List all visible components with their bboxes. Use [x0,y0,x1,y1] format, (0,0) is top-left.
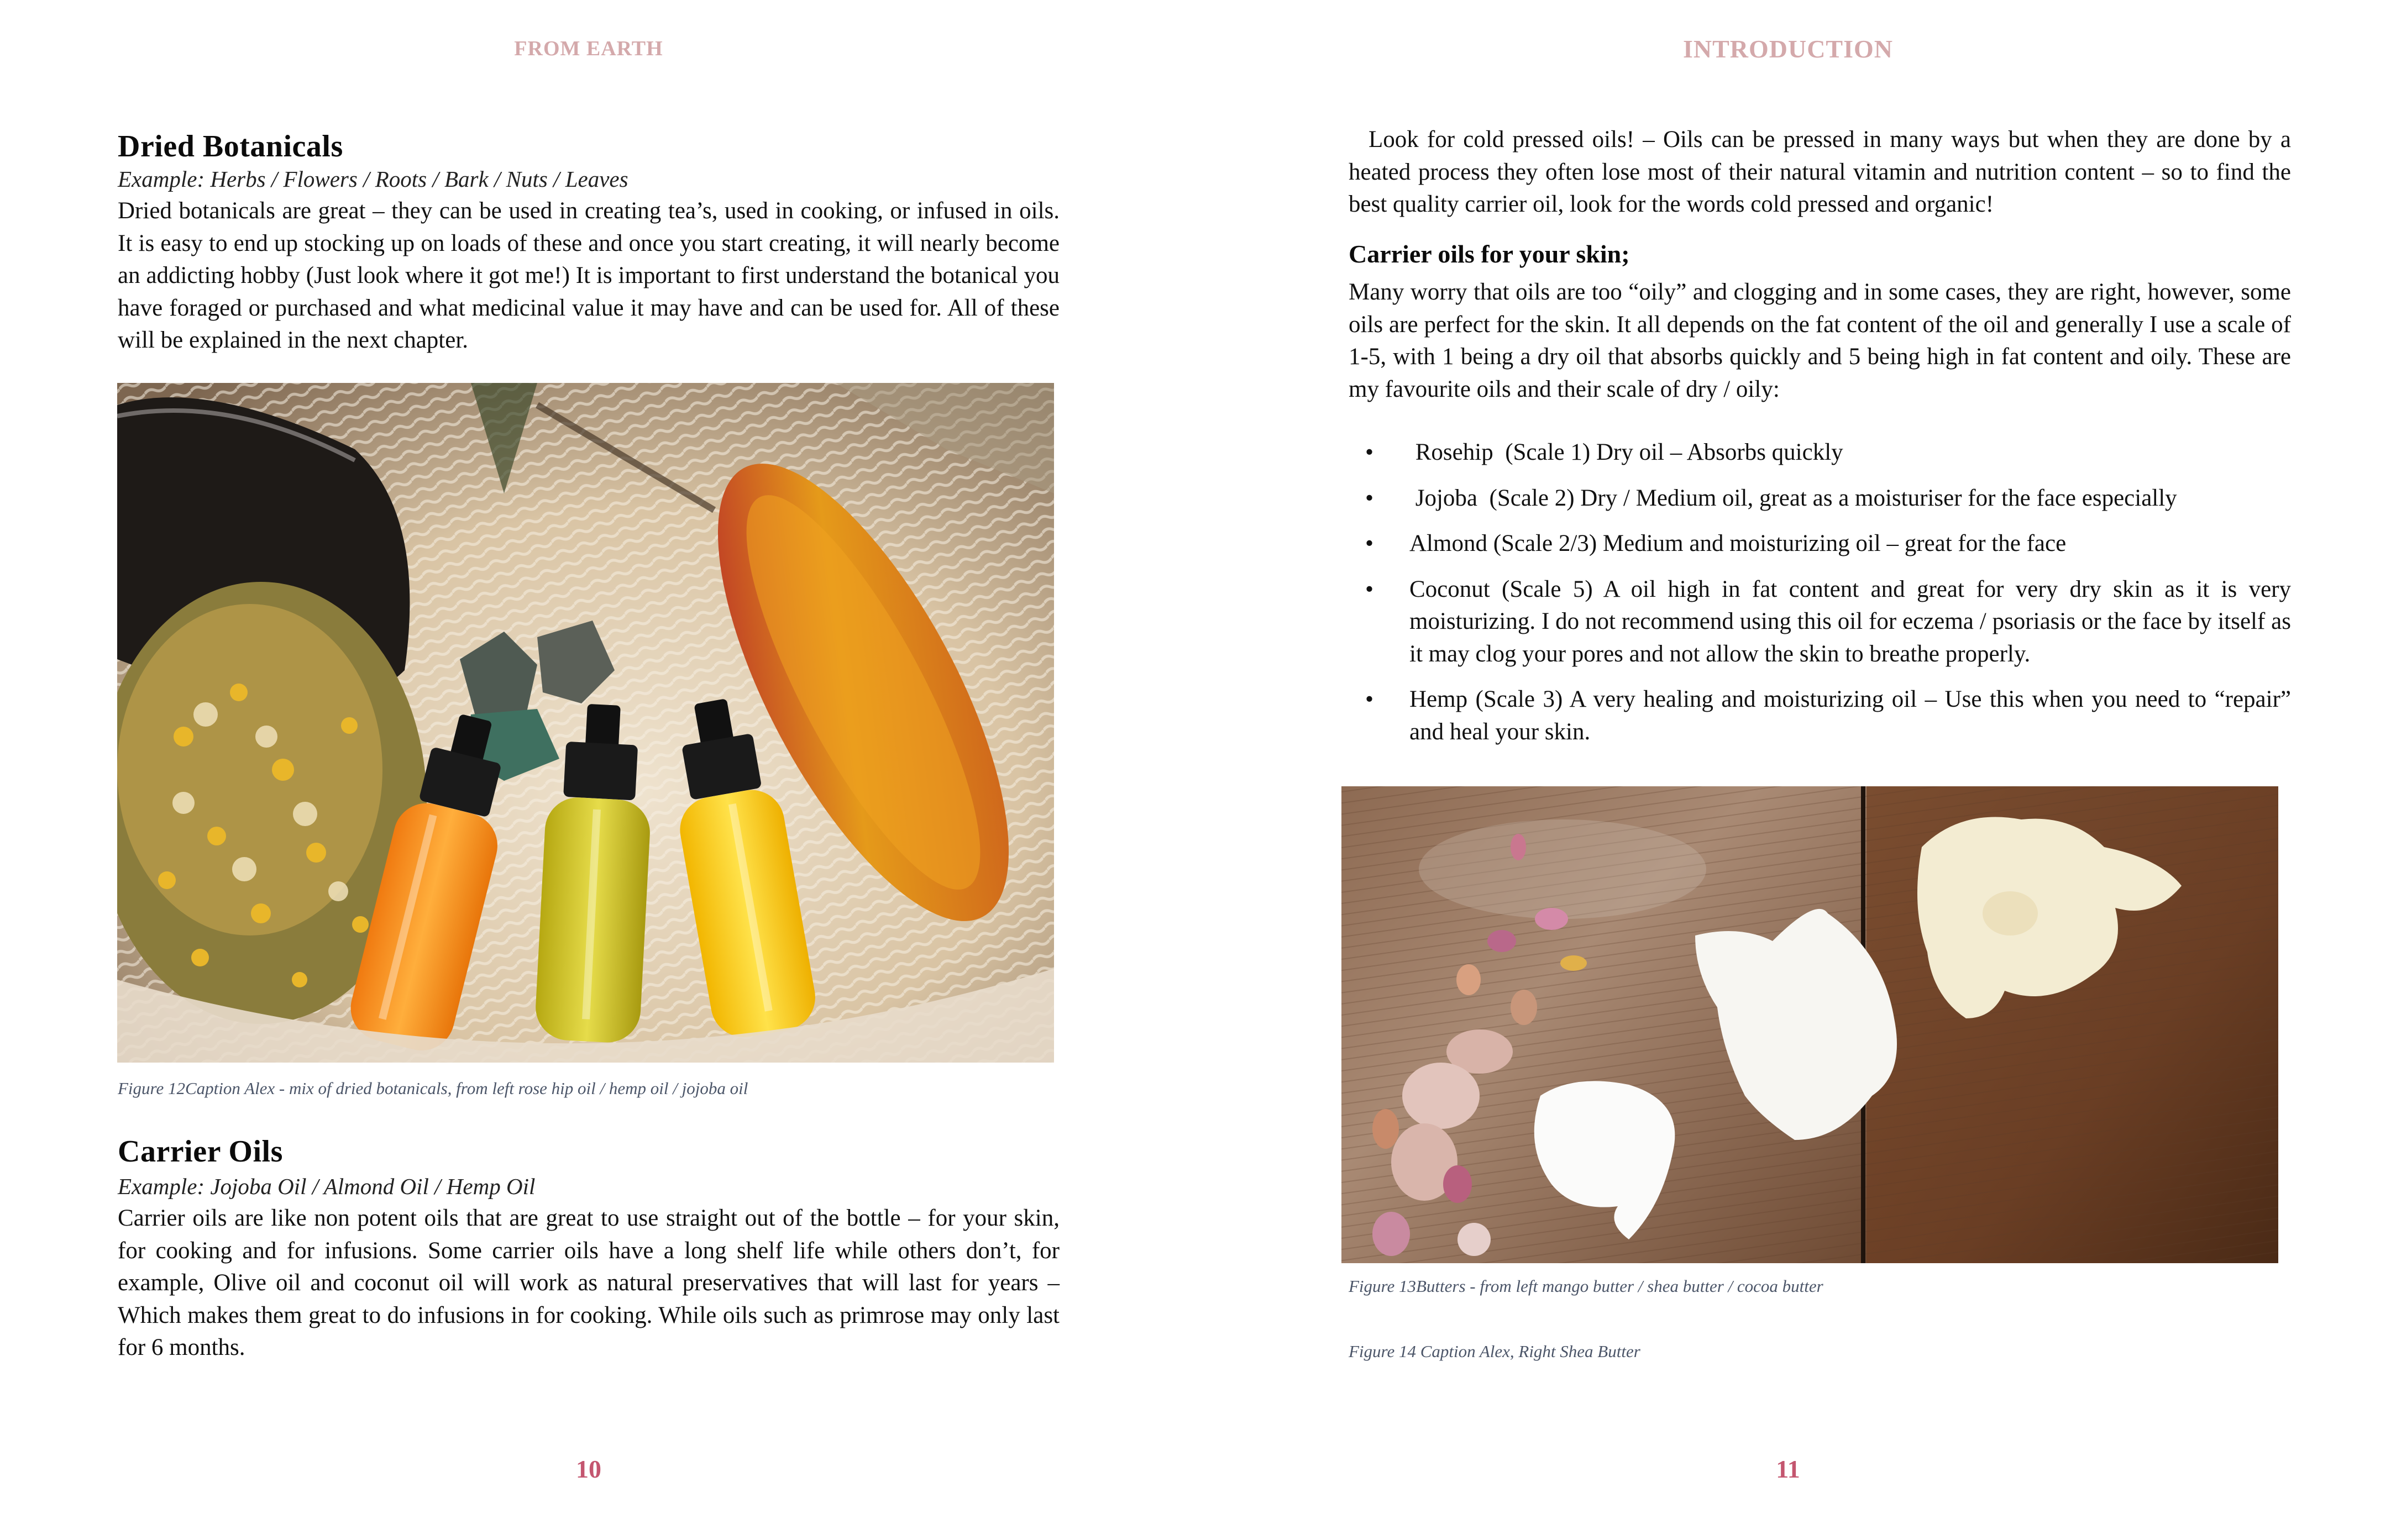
list-item [1349,482,2291,515]
section-heading: Carrier Oils [118,1134,283,1169]
oil-entry-almond: Almond (Scale 2/3) Medium and moisturizing oil – great for the face [1409,530,2067,556]
butters-photo [1341,786,2278,1263]
section-body: Dried botanicals are great – they can be used in creating tea’s, used in cooking, or infused in oils. It is easy to end up stocking up on loads of these and once you start creating, it will nearly become an addicting hobby (Just look where it got me!) It is important to first understand the botanical you have foraged or purchased and what medicinal value it may have and can be used for. All of these will be explained in the next chapter. [118,198,1060,353]
section-body: Carrier oils are like non potent oils that are great to use straight out of the bottle – for your skin, for cooking and for infusions. Some carrier oils have a long shelf life while others don’t, for example, Olive oil and coconut oil will work as natural preservatives that will last for years – Which makes them great to do infusions in for cooking. While oils such as primrose may only last for 6 months. [118,1205,1060,1360]
section-dried-botanicals [118,129,1060,357]
bullet-icon: • [1365,576,1374,602]
section-heading: Dried Botanicals [118,129,343,164]
figure-12-caption: Figure 12Caption Alex - mix of dried botanicals, from left rose hip oil / hemp oil / jojoba oil [118,1079,748,1098]
subsection-heading: Carrier oils for your skin; [1349,240,1630,268]
page-number: 10 [576,1455,601,1483]
section-example: Example: Herbs / Flowers / Roots / Bark / Nuts / Leaves [118,166,628,192]
oil-entry-hemp: Hemp (Scale 3) A very healing and moisturizing oil – Use this when you need to “repair” and heal your skin. [1409,686,2291,745]
oil-scale-list [1349,437,2291,748]
section-carrier-oils [118,1134,1060,1364]
page-number: 11 [1776,1455,1800,1483]
list-item [1349,528,2291,560]
oil-bottles-photo [117,383,1054,1063]
skin-oils-block [1349,239,2291,406]
oil-entry-rosehip: Rosehip (Scale 1) Dry oil – Absorbs quickly [1409,439,1843,465]
bullet-icon: • [1365,439,1374,465]
list-item [1349,684,2291,748]
right-page [1198,0,2396,1540]
bullet-icon: • [1365,485,1374,511]
oil-entry-coconut: Coconut (Scale 5) A oil high in fat content and great for very dry skin as it is very moisturizing. I do not recommend using this oil for eczema / psoriasis or the face by itself as it may clog your pores and not allow the skin to breathe properly. [1409,576,2291,667]
figure-13-caption: Figure 13Butters - from left mango butter / shea butter / cocoa butter [1349,1276,1823,1296]
running-head: FROM EARTH [514,37,663,60]
intro-paragraph: Look for cold pressed oils! – Oils can be pressed in many ways but when they are done by a heated process they often lose most of their natural vitamin and nutrition content – so to find the best quality carrier oil, look for the words cold pressed and organic! [1349,127,2291,217]
figure-butters [1341,786,2278,1263]
intro-paragraph-block [1349,124,2291,221]
oil-entry-jojoba: Jojoba (Scale 2) Dry / Medium oil, great as a moisturiser for the face especially [1409,485,2177,511]
list-item [1349,437,2291,469]
list-item [1349,574,2291,671]
section-example: Example: Jojoba Oil / Almond Oil / Hemp Oil [118,1174,536,1199]
skin-oils-body: Many worry that oils are too “oily” and clogging and in some cases, they are right, however, some oils are perfect for the skin. It all depends on the fat content of the oil and generally I use a scale of 1-5, with 1 being a dry oil that absorbs quickly and 5 being high in fat content and oily. These are my favourite oils and their scale of dry / oily: [1349,279,2291,402]
figure-oils-botanicals [117,383,1054,1063]
figure-14-caption: Figure 14 Caption Alex, Right Shea Butter [1349,1342,1640,1361]
bullet-icon: • [1365,686,1374,712]
bullet-icon: • [1365,530,1374,556]
running-head: INTRODUCTION [1682,35,1894,63]
oil-list-block [1349,437,2291,761]
